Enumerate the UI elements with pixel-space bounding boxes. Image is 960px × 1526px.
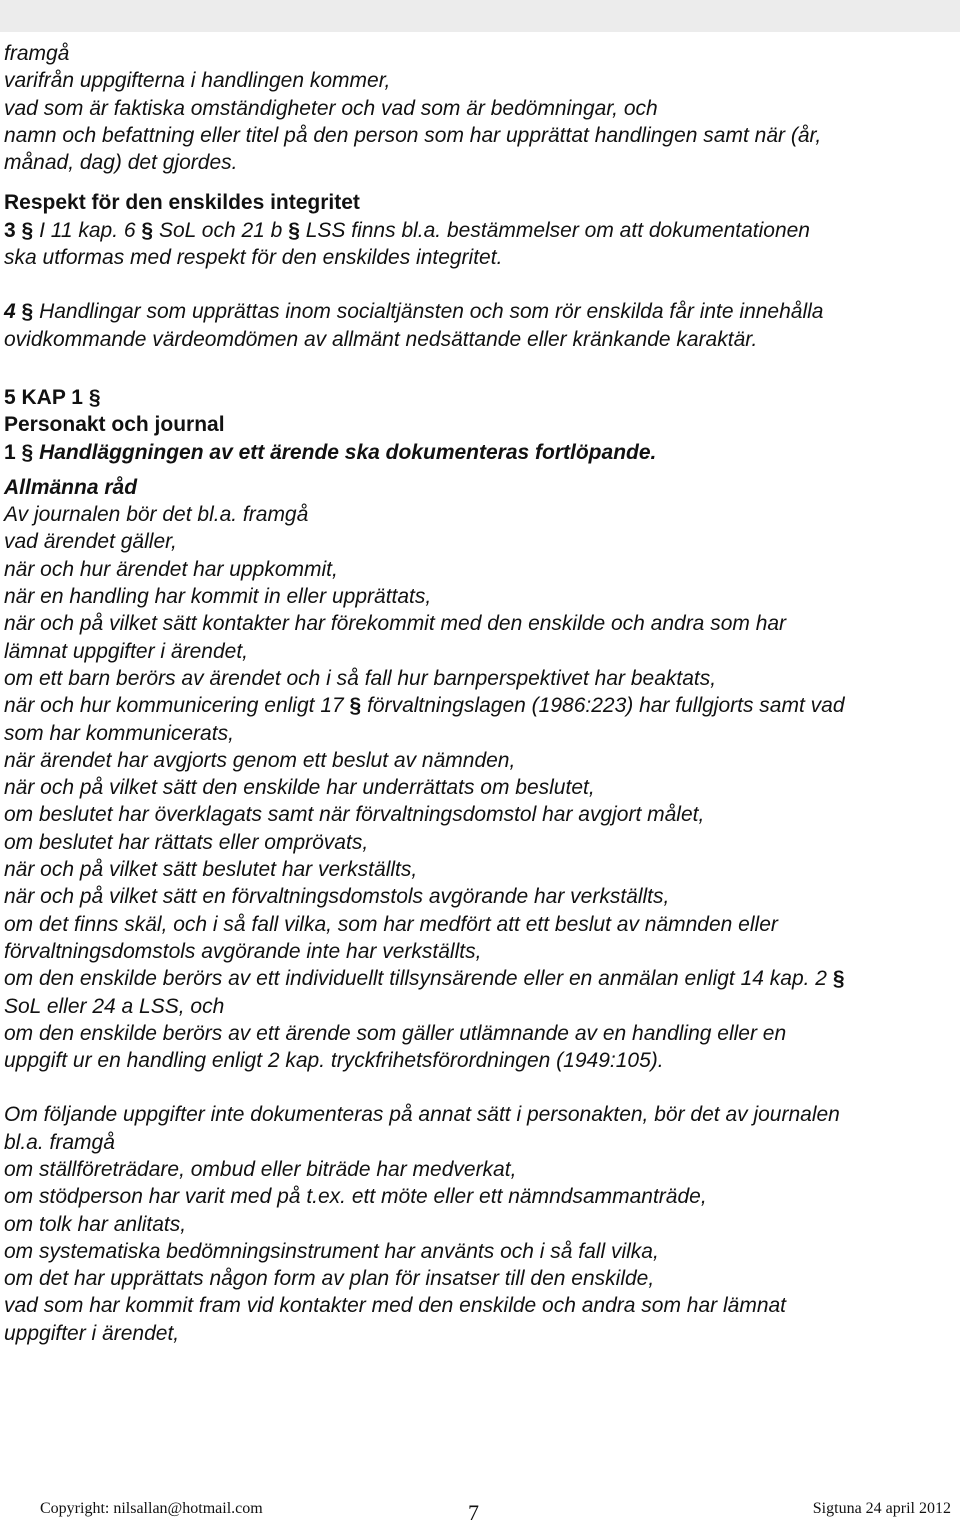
kap5-heading: [4, 384, 956, 411]
foljande-line: bl.a. framgå: [4, 1130, 115, 1154]
intro-line: vad som är faktiska omständigheter och vad som är bedömningar, och: [4, 96, 658, 120]
paragraph-number: 3: [4, 218, 16, 242]
respekt-text: LSS finns bl.a. bestämmelser om att dokumentationen: [305, 218, 810, 242]
paragraph-number: 1: [4, 440, 16, 464]
intro-line: namn och befattning eller titel på den person som har upprättat handlingen samt när (år,: [4, 123, 822, 147]
allmanna-rad-line: lämnat uppgifter i ärendet,: [4, 639, 248, 663]
allmanna-rad-line: när ärendet har avgjorts genom ett beslut av nämnden,: [4, 748, 516, 772]
allmanna-rad-line: om ett barn berörs av ärendet och i så fall hur barnperspektivet har beaktats,: [4, 666, 717, 690]
kap5-section-1-text: Handläggningen av ett ärende ska dokumenteras fortlöpande.: [39, 440, 657, 464]
kommunicering-text: förvaltningslagen (1986:223) har fullgjorts samt vad: [367, 694, 845, 718]
kap5-title: 5 KAP 1: [4, 385, 83, 409]
kap5-section-1: [4, 439, 956, 466]
section-sign: §: [832, 967, 845, 991]
intro-line: framgå: [4, 42, 70, 65]
respekt-text: SoL och 21 b: [158, 218, 283, 242]
allmanna-rad-line: SoL eller 24 a LSS, och: [4, 994, 225, 1018]
foljande-line: vad som har kommit fram vid kontakter med den enskilde och andra som har lämnat: [4, 1294, 787, 1318]
allmanna-rad-line: förvaltningsdomstols avgörande inte har verkställts,: [4, 939, 482, 963]
allmanna-rad-line: Av journalen bör det bl.a. framgå: [4, 503, 309, 527]
section-4-line-1: [4, 298, 956, 325]
intro-line: månad, dag) det gjordes.: [4, 151, 238, 175]
allmanna-rad-heading: Allmänna råd: [4, 475, 138, 499]
page-footer: [0, 1496, 960, 1524]
allmanna-rad-line: uppgift ur en handling enligt 2 kap. tryckfrihetsförordningen (1949:105).: [4, 1049, 664, 1073]
foljande-line: om ställföreträdare, ombud eller biträde har medverkat,: [4, 1157, 517, 1181]
allmanna-rad-line: när och på vilket sätt kontakter har förekommit med den enskilde och andra som har: [4, 612, 787, 636]
foljande-line: Om följande uppgifter inte dokumenteras på annat sätt i personakten, bör det av journalen: [4, 1103, 840, 1127]
foljande-line: om tolk har anlitats,: [4, 1212, 187, 1236]
respekt-heading: Respekt för den enskildes integritet: [4, 191, 360, 215]
respekt-line-1: [4, 217, 956, 244]
paragraph-number: 4: [4, 300, 16, 324]
allmanna-rad-line: om det finns skäl, och i så fall vilka, som har medfört att ett beslut av nämnden eller: [4, 912, 778, 936]
allmanna-rad-line: som har kommunicerats,: [4, 721, 234, 745]
footer-copyright: Copyright: nilsallan@hotmail.com: [40, 1500, 263, 1517]
allmanna-rad-line: när och hur ärendet har uppkommit,: [4, 557, 338, 581]
section-sign: §: [349, 694, 362, 718]
kommunicering-text: när och hur kommunicering enligt 17: [4, 694, 344, 718]
section-sign: §: [88, 385, 101, 409]
allmanna-rad-line: när och på vilket sätt en förvaltningsdomstols avgörande har verkställts,: [4, 885, 670, 909]
tillsyn-text: om den enskilde berörs av ett individuellt tillsynsärende eller en anmälan enligt 14 kap. 2: [4, 967, 827, 991]
personakt-heading: Personakt och journal: [4, 413, 225, 437]
allmanna-rad-line: när och på vilket sätt beslutet har verkställts,: [4, 858, 418, 882]
intro-line: varifrån uppgifterna i handlingen kommer,: [4, 69, 391, 93]
allmanna-rad-line: om beslutet har rättats eller omprövats,: [4, 830, 369, 854]
section-sign: §: [21, 300, 34, 324]
foljande-line: om systematiska bedömningsinstrument har använts och i så fall vilka,: [4, 1239, 659, 1263]
allmanna-rad-line: om beslutet har överklagats samt när förvaltningsdomstol har avgjort målet,: [4, 803, 705, 827]
allmanna-rad-line: när en handling har kommit in eller upprättats,: [4, 585, 432, 609]
kommunicering-line: [4, 692, 956, 719]
foljande-line: om stödperson har varit med på t.ex. ett möte eller ett nämndsammanträde,: [4, 1185, 707, 1209]
tillsyn-line: [4, 965, 956, 992]
document-body: [4, 40, 956, 1347]
respekt-line-2: ska utformas med respekt för den enskildes integritet.: [4, 246, 503, 270]
section-sign: §: [21, 218, 34, 242]
allmanna-rad-line: vad ärendet gäller,: [4, 530, 177, 554]
allmanna-rad-line: när och på vilket sätt den enskilde har underrättats om beslutet,: [4, 776, 595, 800]
section-4-text: Handlingar som upprättas inom socialtjänsten och som rör enskilda får inte innehålla: [39, 300, 824, 324]
section-sign: §: [288, 218, 300, 242]
respekt-text: I 11 kap. 6: [39, 218, 136, 242]
foljande-line: om det har upprättats någon form av plan för insatser till den enskilde,: [4, 1267, 655, 1291]
top-bar: [0, 0, 960, 32]
foljande-line: uppgifter i ärendet,: [4, 1321, 180, 1345]
allmanna-rad-line: om den enskilde berörs av ett ärende som gäller utlämnande av en handling eller en: [4, 1021, 787, 1045]
section-4-line-2: ovidkommande värdeomdömen av allmänt nedsättande eller kränkande karaktär.: [4, 327, 758, 351]
section-sign: §: [21, 440, 34, 464]
footer-place-date: Sigtuna 24 april 2012: [812, 1500, 951, 1517]
section-sign: §: [141, 218, 154, 242]
page-number: 7: [468, 1500, 479, 1525]
